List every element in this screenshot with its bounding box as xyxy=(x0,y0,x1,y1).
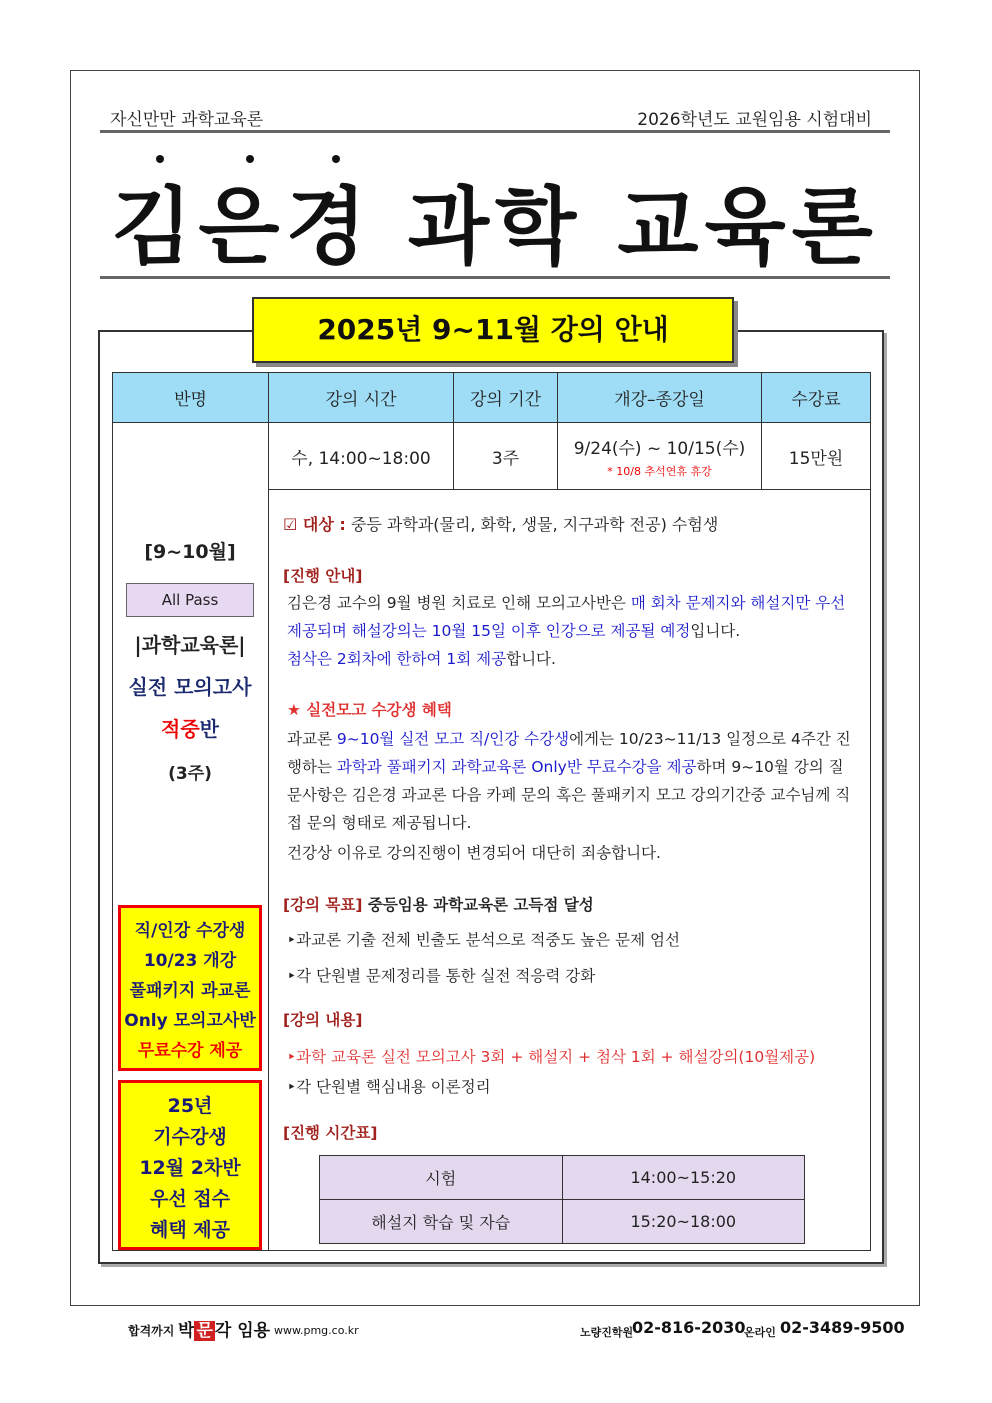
table-row xyxy=(113,423,871,490)
class-name-3b: 반 xyxy=(199,717,219,741)
goal-text: 중등임용 과학교육론 고득점 달성 xyxy=(362,896,594,914)
cell-period: 3주 xyxy=(454,423,558,490)
dates-text: 9/24(수) ~ 10/15(수) xyxy=(573,438,746,459)
header-period: 강의 기간 xyxy=(454,373,558,423)
class-months: [9~10월] xyxy=(144,541,236,563)
class-weeks: (3주) xyxy=(168,764,212,784)
target-line xyxy=(283,512,858,535)
class-name-3a: 적중 xyxy=(161,717,200,741)
header-fee: 수강료 xyxy=(762,373,871,423)
lecture-banner: 2025년 9~11월 강의 안내 xyxy=(252,297,734,363)
content-cell xyxy=(269,490,871,1251)
goal-item: ‣각 단원별 문제정리를 통한 실전 적응력 강화 xyxy=(287,967,596,985)
promo-box-1: 직/인강 수강생 10/23 개강 풀패키지 과교론 Only 모의고사반 무료수강 제공 xyxy=(118,905,262,1071)
goal-label: [강의 목표] xyxy=(283,896,363,914)
goal-item: ‣과교론 기출 전체 빈출도 분석으로 적중도 높은 문제 엄선 xyxy=(287,931,680,949)
all-pass-badge: All Pass xyxy=(126,583,254,617)
contents-item: ‣과학 교육론 실전 모의고사 3회 + 해설지 + 첨삭 1회 + 해설강의(10월제공) xyxy=(287,1048,816,1066)
schedule-title: [진행 시간표] xyxy=(283,1124,378,1142)
cell-fee: 15만원 xyxy=(762,423,871,490)
main-title: 김은경 과학 교육론 xyxy=(111,178,879,276)
header-dates: 개강–종강일 xyxy=(558,373,762,423)
target-text: 중등 과학과(물리, 화학, 생물, 지구과학 전공) 수험생 xyxy=(350,515,719,534)
contents-item: ‣각 단원별 핵심내용 이론정리 xyxy=(287,1078,491,1096)
cell-time: 수, 14:00~18:00 xyxy=(269,423,454,490)
header-class: 반명 xyxy=(113,373,269,423)
brand-logo: 박 문 각 임용 xyxy=(178,1321,271,1341)
table-row xyxy=(320,1156,805,1200)
campus-label: 노량진학원 xyxy=(580,1326,634,1339)
progress-paragraph: 김은경 교수의 9월 병원 치료로 인해 모의고사반은 매 회차 문제지와 해설지만 우선 제공되며 해설강의는 10월 15일 이후 인강으로 제공될 예정입니다. xyxy=(287,594,846,640)
online-label: 온라인 xyxy=(744,1326,776,1339)
header-rule xyxy=(100,130,890,133)
header-right: 2026학년도 교원임용 시험대비 xyxy=(637,110,872,130)
campus-phone: 02-816-2030 xyxy=(632,1318,746,1337)
progress-title: [진행 안내] xyxy=(283,567,363,585)
schedule-item: 시험 xyxy=(320,1156,563,1200)
goal-line xyxy=(283,893,858,915)
top-header xyxy=(100,103,890,129)
benefit-title: ★ 실전모고 수강생 혜택 xyxy=(287,701,452,719)
schedule-time: 15:20~18:00 xyxy=(562,1200,805,1244)
dates-note: * 10/8 추석연휴 휴강 xyxy=(607,464,712,478)
online-phone: 02-3489-9500 xyxy=(780,1318,905,1337)
schedule-time: 14:00~15:20 xyxy=(562,1156,805,1200)
footer-slogan: 합격까지 xyxy=(128,1324,175,1338)
benefit-paragraph: 과교론 9~10월 실전 모고 직/인강 수강생에게는 10/23~11/13 일정으로 4주간 진행하는 과학과 풀패키지 과학교육론 Only반 무료수강을 제공하며 9~10월 강의 질문사항은 김은경 과교론 다음 카페 문의 혹은 풀패키지 모고 강의기간중 교수님께 직접 문의 형태로 제공됩니다. xyxy=(287,730,851,832)
table-row xyxy=(320,1200,805,1244)
class-name-2: 실전 모의고사 xyxy=(128,675,252,699)
promo-box-2: 25년 기수강생 12월 2차반 우선 접수 혜택 제공 xyxy=(118,1080,262,1250)
cell-dates xyxy=(558,423,762,490)
schedule-item: 해설지 학습 및 자습 xyxy=(320,1200,563,1244)
contents-title: [강의 내용] xyxy=(283,1011,363,1029)
target-label: ☑ 대상 : xyxy=(283,515,346,534)
progress-paragraph-2: 첨삭은 2회차에 한하여 1회 제공합니다. xyxy=(287,650,556,668)
footer-url[interactable]: www.pmg.co.kr xyxy=(274,1324,359,1337)
class-name-1: |과학교육론| xyxy=(134,633,246,657)
table-header-row xyxy=(113,373,871,423)
title-rule xyxy=(100,276,890,279)
apology-text: 건강상 이유로 강의진행이 변경되어 대단히 죄송합니다. xyxy=(287,844,661,862)
header-time: 강의 시간 xyxy=(269,373,454,423)
header-left: 자신만만 과학교육론 xyxy=(110,110,264,130)
schedule-table xyxy=(319,1155,805,1244)
